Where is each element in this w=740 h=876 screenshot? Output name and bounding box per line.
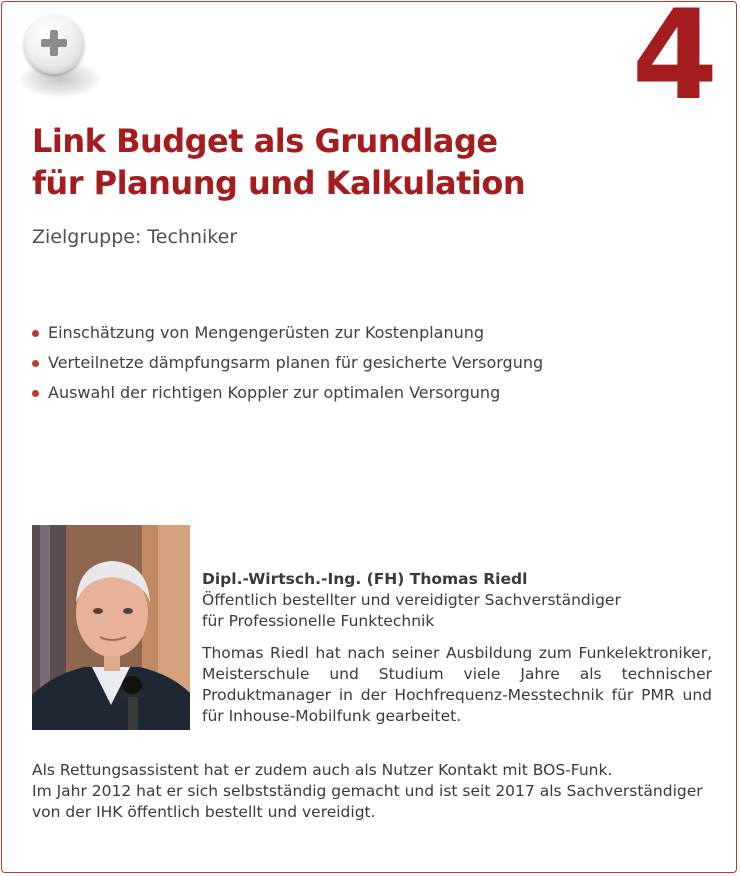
- topic-item: [32, 378, 543, 408]
- speaker-extra-info: [32, 760, 722, 823]
- bullet-dot-icon: [32, 330, 39, 337]
- speaker-role-line-2: für Professionelle Funktechnik: [202, 612, 435, 630]
- bullet-dot-icon: [32, 390, 39, 397]
- session-number: 4: [631, 0, 714, 128]
- extra-line-1: Als Rettungsassistent hat er zudem auch als Nutzer Kontakt mit BOS-Funk.: [32, 761, 613, 779]
- target-audience: Zielgruppe: Techniker: [32, 226, 238, 248]
- speaker-info: [202, 569, 621, 632]
- topic-text: Auswahl der richtigen Koppler zur optimalen Versorgung: [48, 383, 501, 402]
- speaker-photo: [32, 525, 190, 730]
- session-title: [32, 120, 525, 204]
- topic-item: [32, 318, 543, 348]
- expand-button[interactable]: [24, 14, 84, 74]
- speaker-name: Dipl.-Wirtsch.-Ing. (FH) Thomas Riedl: [202, 570, 528, 588]
- bullet-dot-icon: [32, 360, 39, 367]
- speaker-bio: Thomas Riedl hat nach seiner Ausbildung zum Funkelektroniker, Meisterschule und Studium viele Jahre als technischer Produktmanager in der Hochfrequenz-Messtechnik für PMR und für Inhouse-Mobilfunk gearbeitet.: [202, 644, 712, 725]
- expand-control[interactable]: [12, 10, 104, 102]
- topic-list: [32, 318, 543, 408]
- extra-line-2: Im Jahr 2012 hat er sich selbstständig gemacht und ist seit 2017 als Sachverständiger: [32, 782, 703, 800]
- title-line-2: für Planung und Kalkulation: [32, 164, 526, 202]
- plus-icon: [39, 28, 69, 58]
- topic-text: Verteilnetze dämpfungsarm planen für gesicherte Versorgung: [48, 353, 544, 372]
- title-line-1: Link Budget als Grundlage: [32, 122, 498, 160]
- speaker-role-line-1: Öffentlich bestellter und vereidigter Sachverständiger: [202, 591, 621, 609]
- topic-text: Einschätzung von Mengengerüsten zur Kostenplanung: [48, 323, 485, 342]
- extra-line-3: von der IHK öffentlich bestellt und vereidigt.: [32, 803, 376, 821]
- topic-item: [32, 348, 543, 378]
- speaker-portrait-image: [32, 525, 190, 730]
- session-card: [1, 1, 737, 873]
